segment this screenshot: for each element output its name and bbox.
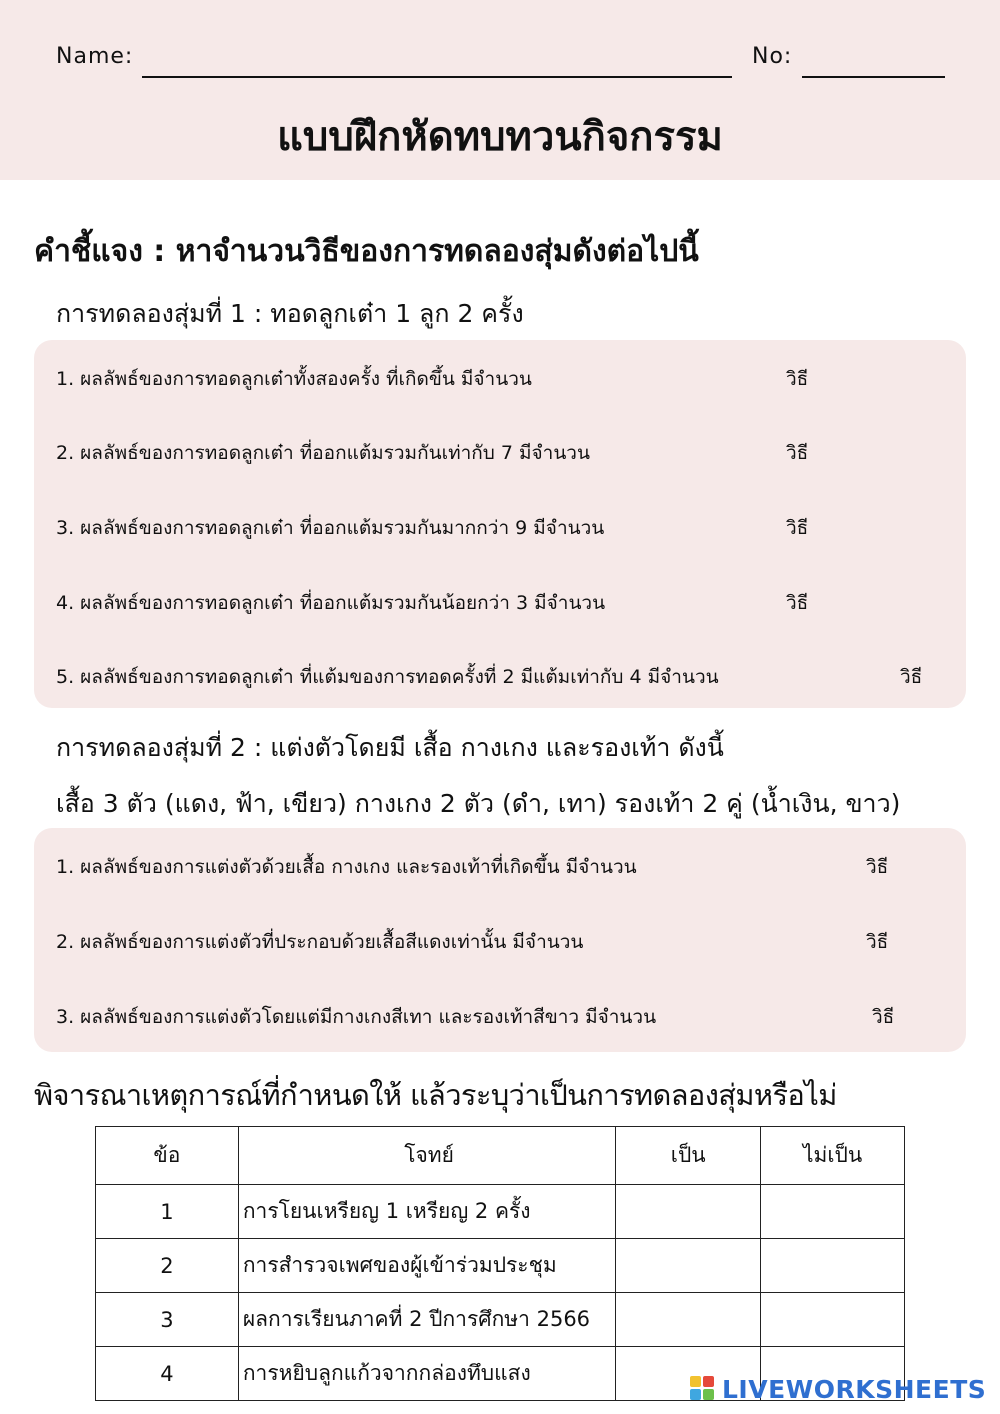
- experiment2-question-1: 1. ผลลัพธ์ของการแต่งตัวด้วยเสื้อ กางเกง และรองเท้าที่เกิดขึ้น มีจำนวน: [56, 856, 637, 878]
- experiment2-unit-1: วิธี: [866, 856, 889, 878]
- section3-heading: พิจารณาเหตุการณ์ที่กำหนดให้ แล้วระบุว่าเป็นการทดลองสุ่มหรือไม่: [34, 1078, 837, 1112]
- row-number: 3: [96, 1293, 239, 1347]
- table-row: [96, 1293, 905, 1347]
- experiment2-unit-3: วิธี: [872, 1006, 895, 1028]
- table-row: [96, 1185, 905, 1239]
- table-header-yes: เป็น: [616, 1127, 761, 1185]
- experiment1-question-1: 1. ผลลัพธ์ของการทอดลูกเต๋าทั้งสองครั้ง ที่เกิดขึ้น มีจำนวน: [56, 368, 532, 390]
- answer-yes-cell[interactable]: [616, 1185, 761, 1239]
- answer-no-cell[interactable]: [761, 1185, 905, 1239]
- experiment2-unit-2: วิธี: [866, 931, 889, 953]
- experiment1-unit-4: วิธี: [786, 592, 809, 614]
- instructions-heading: คำชี้แจง : หาจำนวนวิธีของการทดลองสุ่มดังต่อไปนี้: [34, 234, 699, 269]
- number-input-line[interactable]: [802, 76, 945, 78]
- experiment1-question-3: 3. ผลลัพธ์ของการทอดลูกเต๋า ที่ออกแต้มรวมกันมากกว่า 9 มีจำนวน: [56, 517, 605, 539]
- experiment2-title: การทดลองสุ่มที่ 2 : แต่งตัวโดยมี เสื้อ กางเกง และรองเท้า ดังนี้: [56, 733, 724, 762]
- row-number: 1: [96, 1185, 239, 1239]
- liveworksheets-logo-icon: [690, 1376, 716, 1402]
- experiment1-unit-1: วิธี: [786, 368, 809, 390]
- experiment2-description: เสื้อ 3 ตัว (แดง, ฟ้า, เขียว) กางเกง 2 ตัว (ดำ, เทา) รองเท้า 2 คู่ (น้ำเงิน, ขาว): [56, 789, 901, 818]
- page-title: แบบฝึกหัดทบทวนกิจกรรม: [277, 114, 723, 160]
- row-question: การโยนเหรียญ 1 เหรียญ 2 ครั้ง: [238, 1185, 616, 1239]
- experiment1-unit-5: วิธี: [900, 666, 923, 688]
- liveworksheets-logo: [690, 1372, 986, 1406]
- random-experiment-table: [95, 1126, 905, 1401]
- header-band: [0, 0, 1000, 180]
- number-label: No:: [752, 44, 793, 69]
- name-label: Name:: [56, 44, 134, 69]
- table-header-row: [96, 1127, 905, 1185]
- liveworksheets-logo-text: LIVEWORKSHEETS: [722, 1374, 987, 1404]
- experiment2-question-2: 2. ผลลัพธ์ของการแต่งตัวที่ประกอบด้วยเสื้อสีแดงเท่านั้น มีจำนวน: [56, 931, 584, 953]
- table-row: [96, 1239, 905, 1293]
- answer-yes-cell[interactable]: [616, 1239, 761, 1293]
- row-number: 2: [96, 1239, 239, 1293]
- name-input-line[interactable]: [142, 76, 732, 78]
- table-header-number: ข้อ: [96, 1127, 239, 1185]
- table-header-question: โจทย์: [238, 1127, 616, 1185]
- answer-yes-cell[interactable]: [616, 1293, 761, 1347]
- answer-no-cell[interactable]: [761, 1293, 905, 1347]
- table-header-no: ไม่เป็น: [761, 1127, 905, 1185]
- experiment1-question-2: 2. ผลลัพธ์ของการทอดลูกเต๋า ที่ออกแต้มรวมกันเท่ากับ 7 มีจำนวน: [56, 442, 590, 464]
- experiment1-unit-2: วิธี: [786, 442, 809, 464]
- row-number: 4: [96, 1347, 239, 1401]
- experiment1-title: การทดลองสุ่มที่ 1 : ทอดลูกเต๋า 1 ลูก 2 ครั้ง: [56, 299, 524, 328]
- experiment1-question-5: 5. ผลลัพธ์ของการทอดลูกเต๋า ที่แต้มของการทอดครั้งที่ 2 มีแต้มเท่ากับ 4 มีจำนวน: [56, 666, 719, 688]
- row-question: การสำรวจเพศของผู้เข้าร่วมประชุม: [238, 1239, 616, 1293]
- answer-no-cell[interactable]: [761, 1239, 905, 1293]
- experiment1-question-4: 4. ผลลัพธ์ของการทอดลูกเต๋า ที่ออกแต้มรวมกันน้อยกว่า 3 มีจำนวน: [56, 592, 606, 614]
- row-question: การหยิบลูกแก้วจากกล่องทึบแสง: [238, 1347, 616, 1401]
- experiment2-question-3: 3. ผลลัพธ์ของการแต่งตัวโดยแต่มีกางเกงสีเทา และรองเท้าสีขาว มีจำนวน: [56, 1006, 657, 1028]
- experiment1-unit-3: วิธี: [786, 517, 809, 539]
- row-question: ผลการเรียนภาคที่ 2 ปีการศึกษา 2566: [238, 1293, 616, 1347]
